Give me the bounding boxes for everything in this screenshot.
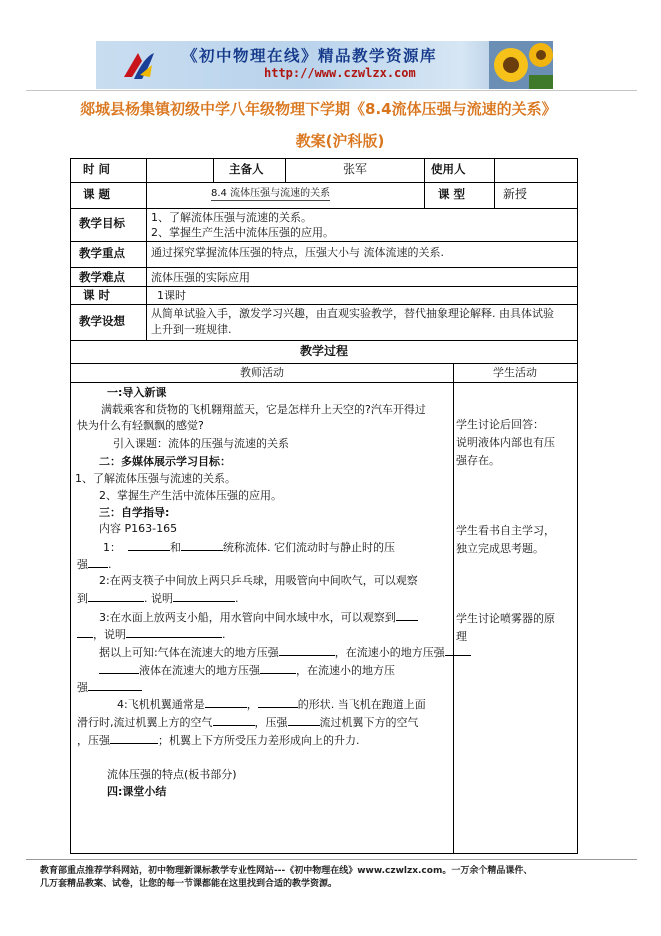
site-logo-icon [120, 47, 158, 85]
design-label: 教学设想 [79, 314, 125, 328]
document-title: 郯城县杨集镇初级中学八年级物理下学期《8.4流体压强与流速的关系》 [80, 100, 557, 118]
intro-topic-line: 引入课题：流体的压强与流速的关系 [113, 437, 289, 450]
student-answer-2-line-2: 独立完成思考题。 [456, 542, 544, 555]
header-banner [96, 41, 553, 89]
section-summary-title: 四:课堂小结 [107, 785, 167, 798]
section-self-study-title: 三：自学指导: [99, 506, 170, 519]
question-4-line-2: 滑行时,流过机翼上方的空气 ，压强 流过机翼下方的空气 [77, 716, 419, 729]
question-1-line-1: 1： 和 统称流体. 它们流动时与静止时的压 [103, 541, 395, 554]
footer [40, 865, 640, 891]
footer-divider [26, 859, 637, 860]
intro-paragraph-line-2: 快为什么有轻飘飘的感觉? [77, 419, 204, 432]
banner-url: http://www.czwlzx.com [264, 66, 416, 80]
intro-paragraph-line-1: 满载乘客和货物的飞机翱翔蓝天，它是怎样升上天空的?汽车开得过 [101, 403, 426, 416]
goal-item-2: 2、掌握生产生活中流体压强的应用。 [151, 226, 334, 239]
topic-label: 课 题 [83, 187, 111, 201]
student-answer-1-line-1: 学生讨论后回答： [456, 418, 544, 431]
student-answer-1-line-2: 说明液体内部也有压 [456, 436, 555, 449]
banner-title: 《初中物理在线》精品教学资源库 [182, 47, 438, 65]
section-goal-2: 2、掌握生产生活中流体压强的应用。 [99, 489, 282, 502]
conclusion-line-1: 据以上可知:气体在流速大的地方压强 ，在流速小的地方压强 [99, 644, 471, 660]
hours-label: 课 时 [83, 288, 111, 302]
hours-value: 1课时 [157, 289, 186, 302]
author-label: 主备人 [229, 162, 264, 176]
student-answer-3-line-2: 理 [456, 630, 467, 643]
conclusion-line-2: 液体在流速大的地方压强 ，在流速小的地方压 [99, 662, 395, 678]
process-title: 教学过程 [299, 344, 348, 358]
difficult-points-label: 教学难点 [79, 270, 125, 284]
author-value: 张军 [343, 162, 368, 176]
question-2-line-2: 到 . 说明 . [77, 592, 239, 605]
key-points-label: 教学重点 [79, 246, 125, 260]
section-intro-title: 一:导入新课 [107, 386, 167, 399]
student-answer-1-line-3: 强存在。 [456, 454, 500, 467]
key-points-value: 通过探究掌握流体压强的特点，压强大小与 流体流速的关系. [151, 246, 444, 259]
topic-value: 8.4 流体压强与流速的关系 [211, 188, 331, 199]
student-answer-3-line-1: 学生讨论喷雾器的原 [456, 612, 555, 625]
goals-label: 教学目标 [79, 216, 125, 230]
question-3-line-2: ，说明 . [77, 626, 226, 642]
lesson-type-value: 新授 [503, 187, 528, 201]
question-2-line-1: 2:在两支筷子中间放上两只乒乓球，用吸管向中间吹气，可以观察 [99, 574, 418, 587]
student-activity-header: 学生活动 [493, 366, 537, 379]
user-label: 使用人 [431, 162, 466, 176]
teacher-activity-header: 教师活动 [240, 366, 284, 379]
section-goal-1: 1、了解流体压强与流速的关系。 [75, 472, 236, 485]
board-notes: 流体压强的特点(板书部分) [107, 768, 237, 781]
lesson-type-label: 课 型 [438, 187, 466, 201]
time-label: 时 间 [83, 162, 111, 176]
conclusion-line-3: 强 [77, 679, 142, 695]
student-answer-2-line-1: 学生看书自主学习， [456, 524, 555, 537]
document-subtitle: 教案(沪科版) [295, 132, 385, 150]
footer-line-2: 几万套精品教案、试卷，让您的每一节课都能在这里找到合适的教学资源。 [40, 879, 338, 889]
lesson-plan-table [70, 158, 578, 854]
question-4-line-1: 4:飞机机翼通常是 ， 的形状. 当飞机在跑道上面 [117, 698, 426, 711]
question-1-line-2: 强 . [77, 558, 112, 571]
section-goals-title: 二：多媒体展示学习目标： [99, 455, 231, 468]
question-4-line-3: ，压强 ；机翼上下方所受压力差形成向上的升力. [77, 734, 360, 747]
design-line-2: 上升到一班规律. [151, 323, 232, 336]
footer-line-1: 教育部重点推荐学科网站，初中物理新课标教学专业性网站---《初中物理在线》www.czwlzx.com。一万余个精品课件、 [40, 866, 533, 876]
header-divider [26, 90, 637, 91]
question-3-line-1: 3:在水面上放两支小船，用水管向中间水域中水，可以观察到 [99, 609, 418, 625]
design-line-1: 从简单试验入手，激发学习兴趣，由直观实验教学，替代抽象理论解释. 由具体试验 [151, 307, 554, 320]
self-study-content: 内容 P163-165 [99, 522, 178, 535]
difficult-points-value: 流体压强的实际应用 [151, 271, 250, 284]
goal-item-1: 1、了解流体压强与流速的关系。 [151, 211, 312, 224]
sunflower-icon [489, 41, 553, 89]
